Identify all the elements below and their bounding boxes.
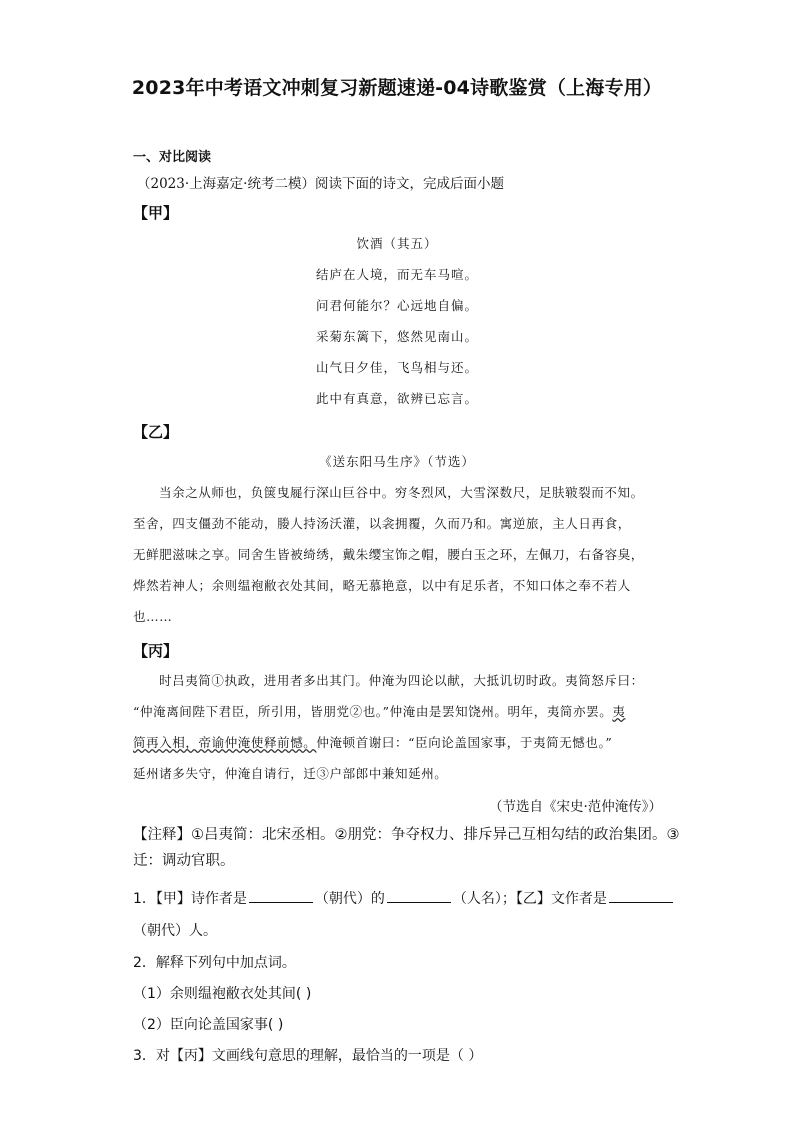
poem-line: 山气日夕佳，飞鸟相与还。 [315,360,478,375]
answer-blank[interactable] [249,890,313,903]
question-2-item-1: （1）余则缊袍敝衣处其间( ) [133,986,312,1002]
poem-line: 此中有真意，欲辨已忘言。 [315,391,478,406]
passage-yi-body [133,477,673,632]
poem-line: 采菊东篱下，悠然见南山。 [315,329,478,344]
passage-text: “仲淹离间陛下君臣，所引用，皆朋党②也。”仲淹由是罢知饶州。明年，夷简亦罢。 [133,704,613,719]
poem-line: 问君何能尔？心远地自偏。 [315,298,478,313]
underlined-text: 简再入相，帝谕仲淹使释前憾。 [133,735,317,750]
poem-line: 结庐在人境，而无车马喧。 [315,267,478,282]
passage-line: 无鲜肥滋味之享。同舍生皆被绮绣，戴朱缨宝饰之帽，腰白玉之环，左佩刀，右备容臭， [133,547,644,562]
poem-title: 饮酒（其五） [356,236,438,251]
question-text: （朝代）的 [314,891,385,907]
passage-bing-body [133,665,673,789]
question-3: 3．对【丙】文画线句意思的理解，最恰当的一项是（ ） [133,1048,483,1064]
question-2: 2．解释下列句中加点词。 [133,955,296,971]
annotation-line: 迁：调动官职。 [133,853,235,869]
passage-line: 也…… [133,609,173,624]
exam-source-line: （2023·上海嘉定·统考二模）阅读下面的诗文，完成后面小题 [137,176,504,192]
answer-blank[interactable] [387,890,451,903]
question-2-item-2: （2）臣向论盖国家事( ) [133,1017,284,1033]
underlined-text: 夷 [612,704,626,719]
question-text: 1．【甲】诗作者是 [133,891,247,907]
annotation-block [133,822,680,874]
passage-label-yi: 【乙】 [133,423,179,441]
passage-label-jia: 【甲】 [133,204,179,222]
question-text: （人名）；【乙】文作者是 [452,891,607,907]
passage-line [133,727,673,758]
passage-text: 仲淹顿首谢曰：“臣向论盖国家事，于夷简无憾也。” [316,735,613,750]
passage-line: 延州诸多失守，仲淹自请行，迁③户部郎中兼知延州。 [133,766,448,781]
passage-line: 时吕夷简①执政，进用者多出其门。仲淹为四论以献，大抵讥切时政。夷简怒斥曰： [159,673,644,688]
section-heading: 一、对比阅读 [133,150,212,165]
question-1 [133,888,675,908]
passage-line: 当余之从师也，负箧曳屣行深山巨谷中。穷冬烈风，大雪深数尺，足肤皲裂而不知。 [159,485,644,500]
passage-label-bing: 【丙】 [133,642,179,660]
answer-blank[interactable] [609,890,673,903]
passage-line: 至舍，四支僵劲不能动，媵人持汤沃灌，以衾拥覆，久而乃和。寓逆旅，主人日再食， [133,516,631,531]
passage-bing-source: （节选自《宋史·范仲淹传》） [488,799,662,815]
question-1-continued: （朝代）人。 [133,923,217,939]
passage-line [133,696,673,727]
document-title: 2023年中考语文冲刺复习新题速递-04诗歌鉴赏（上海专用） [131,77,663,99]
annotation-line: 【注释】①吕夷简：北宋丞相。②朋党：争夺权力、排斥异己互相勾结的政治集团。③ [133,827,680,843]
passage-line: 烨然若神人；余则缊袍敝衣处其间，略无慕艳意，以中有足乐者，不知口体之奉不若人 [133,578,631,593]
passage-title-yi: 《送东阳马生序》（节选） [319,454,475,469]
